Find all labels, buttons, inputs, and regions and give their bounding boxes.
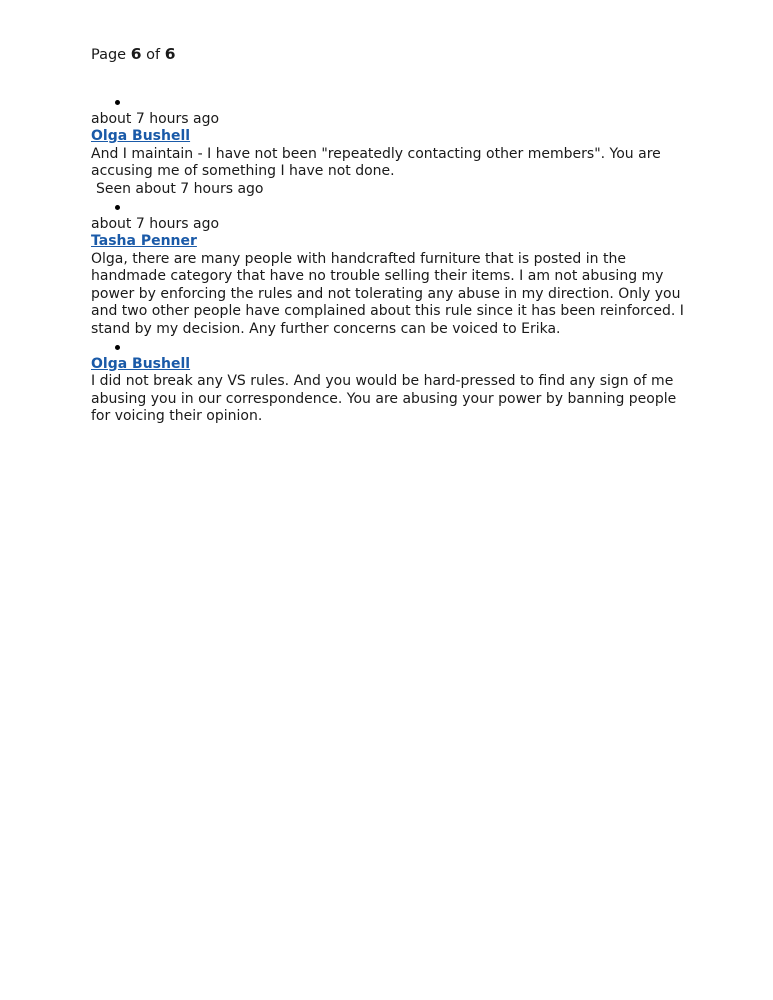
bullet-icon (91, 93, 687, 111)
author-link[interactable]: Olga Bushell (91, 128, 191, 144)
message-text: And I maintain - I have not been "repeatedly contacting other members". You are accusing me of something I have not done. (91, 145, 661, 179)
current-page-number: 6 (130, 45, 142, 63)
page-separator: of (146, 47, 161, 63)
message-item (91, 93, 687, 198)
message-item (91, 198, 687, 338)
message-text: I did not break any VS rules. And you would be hard-pressed to find any sign of me abusing you in our correspondence. You are abusing your power by banning people for voicing their opinion. (91, 373, 677, 424)
message-timestamp: about 7 hours ago (91, 215, 220, 232)
bullet-icon (91, 338, 687, 356)
seen-status: Seen about 7 hours ago (96, 180, 264, 197)
message-list (91, 93, 687, 426)
bullet-icon (91, 198, 687, 216)
message-text: Olga, there are many people with handcrafted furniture that is posted in the handmade category that have no trouble selling their items. I am not abusing my power by enforcing the rules and not tolerating any abuse in my direction. Only you and two other people have complained about this rule since it has been reinforced. I stand by my decision. Any further concerns can be voiced to Erika. (91, 250, 684, 337)
author-link[interactable]: Olga Bushell (91, 355, 191, 372)
total-pages-number: 6 (164, 45, 176, 63)
message-thread-page (91, 44, 687, 426)
author-link[interactable]: Tasha Penner (91, 233, 197, 249)
page-prefix: Page (91, 47, 127, 63)
message-timestamp: about 7 hours ago (91, 110, 220, 127)
message-item (91, 338, 687, 426)
page-indicator (91, 44, 687, 64)
